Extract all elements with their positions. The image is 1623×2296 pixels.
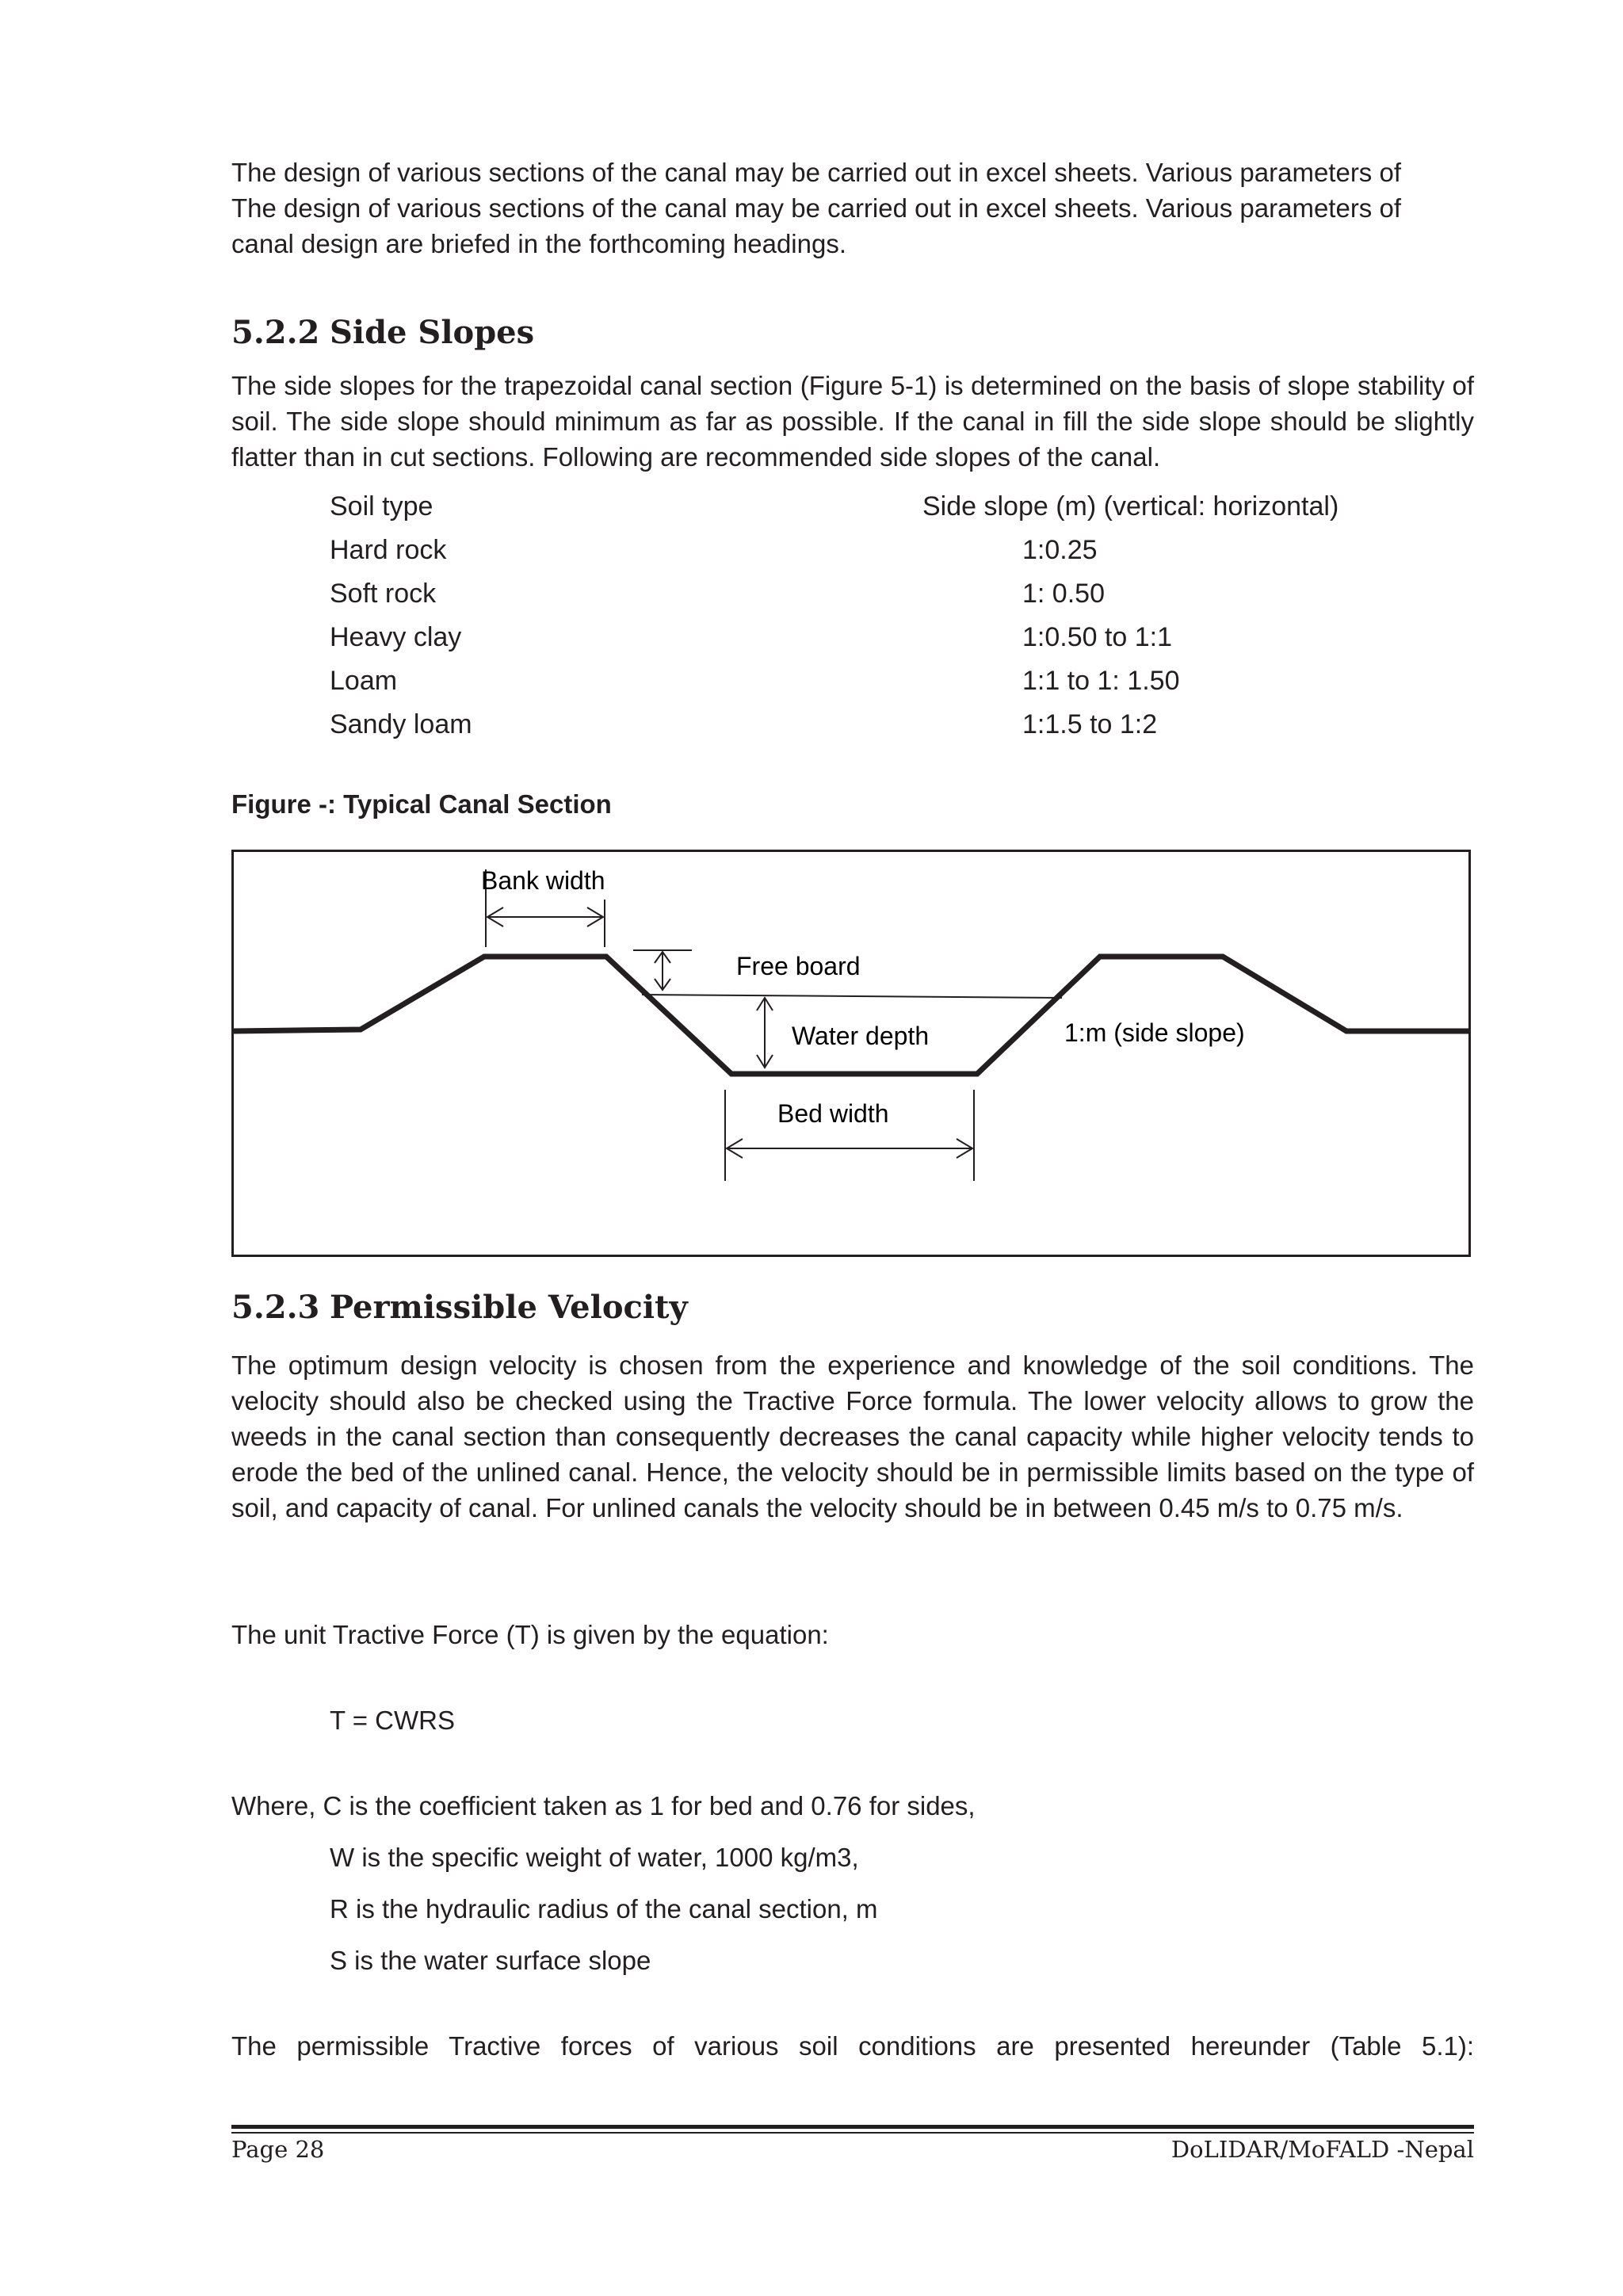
tractive-force-intro: The unit Tractive Force (T) is given by the equation: — [231, 1620, 829, 1649]
intro-line-3: canal design are briefed in the forthcoming headings. — [231, 229, 846, 258]
side-slope-cell: 1:0.50 to 1:1 — [1022, 622, 1173, 652]
closing-sentence: The permissible Tractive forces of various soil conditions are presented hereunder (Table 5.1): — [231, 2031, 1474, 2061]
water-surface-line — [642, 995, 1062, 998]
water-depth-label: Water depth — [792, 1022, 930, 1050]
side-slope-label: 1:m (side slope) — [1064, 1018, 1245, 1047]
section-number: 5.2.3 — [231, 1289, 320, 1326]
heading-side-slopes — [231, 312, 534, 353]
canal-section-figure — [231, 850, 1471, 1257]
side-slope-cell: 1: 0.50 — [1022, 579, 1105, 609]
section-title: Side Slopes — [330, 314, 535, 351]
free-board-label: Free board — [736, 952, 861, 980]
soil-type-cell: Hard rock — [330, 535, 447, 565]
soil-type-cell: Soft rock — [330, 579, 437, 609]
bed-width-label: Bed width — [777, 1099, 889, 1128]
side-slope-cell: 1:1 to 1: 1.50 — [1022, 666, 1180, 696]
free-board-dimension — [633, 950, 692, 990]
intro-line-1: The design of various sections of the canal may be carried out in excel sheets. Various parameters of — [231, 158, 1401, 187]
velocity-paragraph: The optimum design velocity is chosen from the experience and knowledge of the soil conditions. The velocity should also be checked using the Tractive Force formula. The lower velocity allows to grow the weeds in the canal section than consequently decreases the canal capacity while higher velocity tends to erode the bed of the unlined canal. Hence, the velocity should be in permissible limits based on the type of soil, and capacity of canal. For unlined canals the velocity should be in between 0.45 m/s to 0.75 m/s. — [231, 1350, 1474, 1522]
definition-w: W is the specific weight of water, 1000 kg/m3, — [330, 1843, 859, 1872]
footer-rule-thick — [231, 2125, 1474, 2129]
tractive-force-equation: T = CWRS — [330, 1706, 455, 1735]
intro-line-2: The design of various sections of the canal may be carried out in excel sheets. Various parameters of — [231, 193, 1401, 223]
soil-type-cell: Heavy clay — [330, 622, 462, 652]
bank-width-label: Bank width — [481, 866, 605, 895]
where-line: Where, C is the coefficient taken as 1 for bed and 0.76 for sides, — [231, 1791, 976, 1820]
side-slopes-paragraph: The side slopes for the trapezoidal canal section (Figure 5-1) is determined on the basis of slope stability of soil. The side slope should minimum as far as possible. If the canal in fill the side slope should be slightly flatter than in cut sections. Following are recommended side slopes of the canal. — [231, 371, 1474, 472]
figure-caption: Figure -: Typical Canal Section — [231, 789, 612, 819]
table-row — [330, 703, 1338, 747]
canal-section-diagram — [234, 852, 1471, 1257]
table-row — [330, 659, 1338, 703]
table-row — [330, 572, 1338, 616]
heading-permissible-velocity — [231, 1287, 688, 1328]
side-slope-cell: 1:0.25 — [1022, 535, 1098, 565]
soil-type-cell: Loam — [330, 666, 398, 696]
table-row — [330, 616, 1338, 659]
page-number: Page 28 — [231, 2136, 325, 2163]
table-header-soil: Soil type — [330, 491, 433, 521]
side-slope-table — [330, 485, 1338, 747]
side-slope-cell: 1:1.5 to 1:2 — [1022, 709, 1158, 739]
definition-r: R is the hydraulic radius of the canal section, m — [330, 1894, 878, 1924]
table-header-row — [330, 485, 1338, 529]
table-row — [330, 529, 1338, 572]
publisher-name: DoLIDAR/MoFALD -Nepal — [1170, 2136, 1474, 2163]
water-depth-dimension — [757, 998, 773, 1068]
definition-s: S is the water surface slope — [330, 1946, 651, 1975]
section-title: Permissible Velocity — [330, 1289, 688, 1326]
soil-type-cell: Sandy loam — [330, 709, 472, 739]
table-header-slope: Side slope (m) (vertical: horizontal) — [922, 491, 1339, 521]
section-number: 5.2.2 — [231, 314, 320, 351]
